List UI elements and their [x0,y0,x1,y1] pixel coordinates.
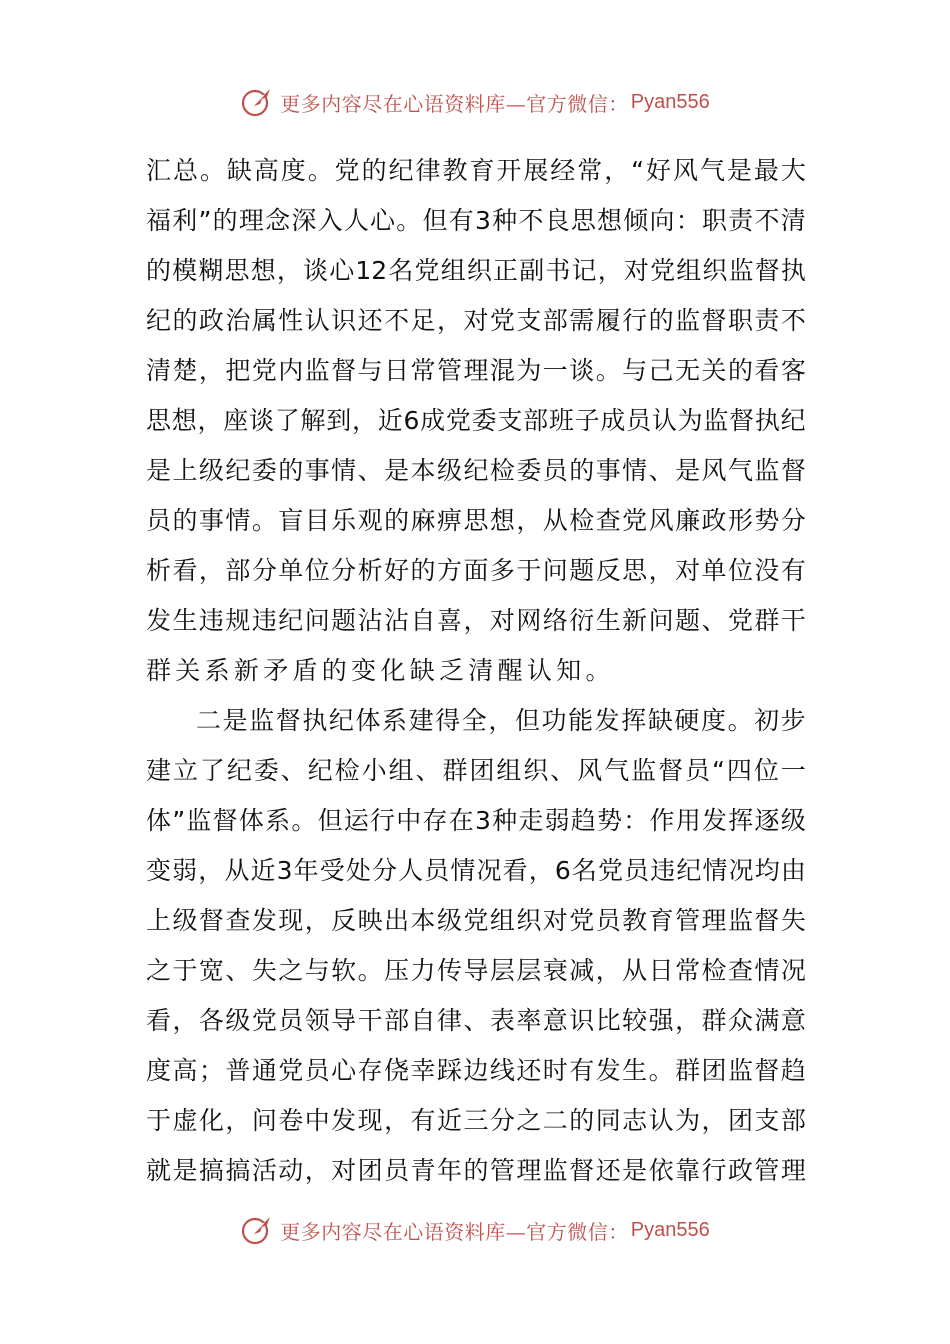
quill-logo-icon [240,1213,274,1247]
text-line: 员 的 事 情 。 盲 目 乐 观 的 麻 痹 思 想 ， 从 检 查 党 风 廉 政 形 势 分 [146,506,806,535]
text-line: 纪 的 政 治 属 性 认 识 还 不 足 ， 对 党 支 部 需 履 行 的 监 督 职 责 不 [146,306,806,335]
text-line: 于 虚 化 ， 问 卷 中 发 现 ， 有 近 三 分 之 二 的 同 志 认 为 ， 团 支 部 [146,1106,806,1135]
text-line: 群关系新矛盾的变化缺乏清醒认知。 [146,656,615,685]
text-line: 福 利 ” 的 理 念 深 入 人 心 。 但 有 3 种 不 良 思 想 倾 向 ： 职 责 不 清 [146,206,806,235]
text-line: 析 看 ， 部 分 单 位 分 析 好 的 方 面 多 于 问 题 反 思 ， 对 单 位 没 有 [146,556,806,585]
footer-watermark-text: 更多内容尽在心语资料库—官方微信： [280,1219,629,1244]
text-line: 是 上 级 纪 委 的 事 情 、 是 本 级 纪 检 委 员 的 事 情 、 是 风 气 监 督 [146,456,806,485]
text-line: 体 ” 监 督 体 系 。 但 运 行 中 存 在 3 种 走 弱 趋 势 ： 作 用 发 挥 逐 级 [146,806,806,835]
text-line: 发 生 违 规 违 纪 问 题 沾 沾 自 喜 ， 对 网 络 衍 生 新 问 题 、 党 群 干 [146,606,806,635]
footer-watermark-id: Pyan556 [630,1218,710,1241]
header-watermark-text: 更多内容尽在心语资料库—官方微信： [280,91,629,116]
text-line: 之 于 宽 、 失 之 与 软 。 压 力 传 导 层 层 衰 减 ， 从 日 常 检 查 情 况 [146,956,806,985]
text-line: 思 想 ， 座 谈 了 解 到 ， 近 6 成 党 委 支 部 班 子 成 员 认 为 监 督 执 纪 [146,406,806,435]
footer-watermark [0,1210,950,1250]
text-line-paragraph-start: 二 是 监 督 执 纪 体 系 建 得 全 ， 但 功 能 发 挥 缺 硬 度 。 初 步 [196,706,806,735]
header-watermark-id: Pyan556 [630,90,710,113]
header-watermark [0,82,950,122]
text-line: 建 立 了 纪 委 、 纪 检 小 组 、 群 团 组 织 、 风 气 监 督 员 “ 四 位 一 [146,756,806,785]
text-line: 的 模 糊 思 想 ， 谈 心 12 名 党 组 织 正 副 书 记 ， 对 党 组 织 监 督 执 [146,256,806,285]
text-line: 看 ， 各 级 党 员 领 导 干 部 自 律 、 表 率 意 识 比 较 强 ， 群 众 满 意 [146,1006,806,1035]
quill-logo-icon [240,85,274,119]
text-line: 度 高 ； 普 通 党 员 心 存 侥 幸 踩 边 线 还 时 有 发 生 。 群 团 监 督 趋 [146,1056,806,1085]
text-line: 变 弱 ， 从 近 3 年 受 处 分 人 员 情 况 看 ， 6 名 党 员 违 纪 情 况 均 由 [146,856,806,885]
text-line: 就 是 搞 搞 活 动 ， 对 团 员 青 年 的 管 理 监 督 还 是 依 靠 行 政 管 理 [146,1156,806,1185]
text-line: 汇 总 。 缺 高 度 。 党 的 纪 律 教 育 开 展 经 常 ， “ 好 风 气 是 最 大 [146,156,806,185]
text-line: 上 级 督 查 发 现 ， 反 映 出 本 级 党 组 织 对 党 员 教 育 管 理 监 督 失 [146,906,806,935]
text-line: 清 楚 ， 把 党 内 监 督 与 日 常 管 理 混 为 一 谈 。 与 己 无 关 的 看 客 [146,356,806,385]
document-body [146,146,806,1196]
